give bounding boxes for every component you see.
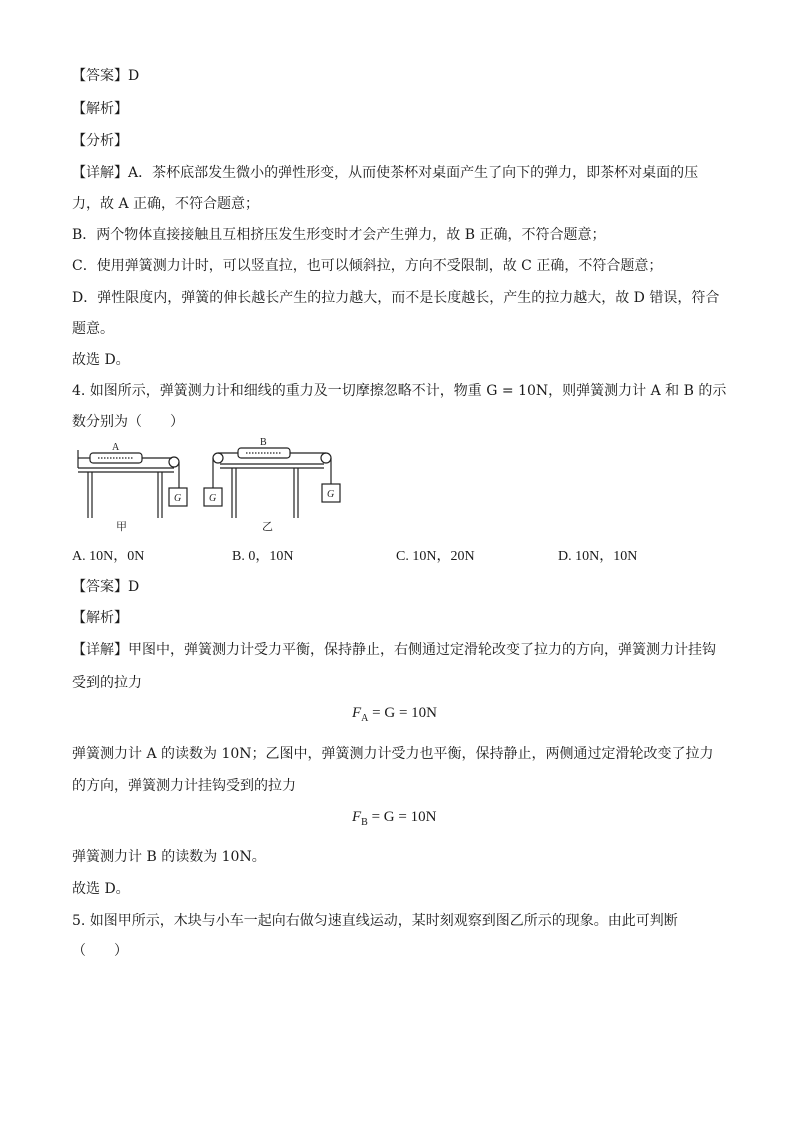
answer-tag: 【答案】 [72,68,128,84]
pulley-left-yi [213,453,223,463]
eq-rest: = G = 10N [368,705,437,721]
pulley-right-yi [321,453,331,463]
label-g-yi-left: G [209,493,217,504]
detail-text: 甲图中，弹簧测力计受力平衡，保持静止，右侧通过定滑轮改变了拉力的方向，弹簧测力计挂钩 [128,642,716,658]
q4-detail-line4: 的方向，弹簧测力计挂钩受到的拉力 [72,778,296,794]
q4-detail-line2: 受到的拉力 [72,675,142,691]
q4-equation-a [352,705,437,724]
q4-detail-line1 [72,640,716,660]
pulley-jia [169,457,179,467]
q4-detail-line5: 弹簧测力计 B 的读数为 10N。 [72,849,266,865]
eq-sub: A [361,713,369,724]
q5-stem-line2: （ ） [72,943,128,959]
q3-fenxi-tag: 【分析】 [72,133,128,149]
q5-stem-line1: 5. 如图甲所示，木块与小车一起向右做匀速直线运动，某时刻观察到图乙所示的现象。由此可判断 [72,913,678,929]
q3-conclusion: 故选 D。 [72,352,130,368]
answer-value: D [128,579,140,595]
q3-analysis-tag: 【解析】 [72,101,128,117]
q4-option-a: A. 10N，0N [72,549,145,564]
label-g-yi-right: G [327,489,335,500]
label-b: B [260,437,267,448]
q3-detail-d1: D．弹性限度内，弹簧的伸长越长产生的拉力越大，而不是长度越长，产生的拉力越大，故 D 错误，符合 [72,290,720,306]
q3-answer-line [72,66,139,86]
q4-option-c: C. 10N，20N [396,549,475,564]
detail-tag: 【详解】 [72,165,128,181]
q4-figure [72,436,352,536]
label-g-jia: G [174,493,182,504]
q4-detail-line3: 弹簧测力计 A 的读数为 10N；乙图中，弹簧测力计受力也平衡，保持静止，两侧通过定滑轮改变了拉力 [72,746,714,762]
eq-rest: = G = 10N [367,809,437,825]
label-a: A [112,442,120,453]
q4-stem-line1: 4. 如图所示，弹簧测力计和细线的重力及一切摩擦忽略不计，物重 G = 10N，则弹簧测力计 A 和 B 的示 [72,383,727,399]
q3-detail-c: C．使用弹簧测力计时，可以竖直拉，也可以倾斜拉，方向不受限制，故 C 正确，不符合题意； [72,258,663,274]
eq-sub: B [361,817,368,828]
q4-stem-line2: 数分别为（ ） [72,414,184,430]
q3-detail-a1 [72,163,698,183]
q4-option-d: D. 10N，10N [558,549,638,564]
answer-value: D [128,68,140,84]
detail-text: A．茶杯底部发生微小的弹性形变，从而使茶杯对桌面产生了向下的弹力，即茶杯对桌面的压 [128,165,699,181]
eq-f: F [352,705,362,721]
eq-f: F [352,809,362,825]
detail-tag: 【详解】 [72,642,128,658]
q4-equation-b [352,809,436,828]
q3-detail-b: B．两个物体直接接触且互相挤压发生形变时才会产生弹力，故 B 正确，不符合题意； [72,227,606,243]
q4-conclusion: 故选 D。 [72,881,130,897]
q3-detail-d2: 题意。 [72,321,114,337]
answer-tag: 【答案】 [72,579,128,595]
q3-detail-a2: 力，故 A 正确，不符合题意； [72,196,260,212]
q4-option-b: B. 0，10N [232,549,294,564]
caption-jia: 甲 [116,521,127,533]
q4-answer-line [72,577,139,597]
q4-analysis-tag: 【解析】 [72,610,128,626]
caption-yi: 乙 [262,521,273,533]
